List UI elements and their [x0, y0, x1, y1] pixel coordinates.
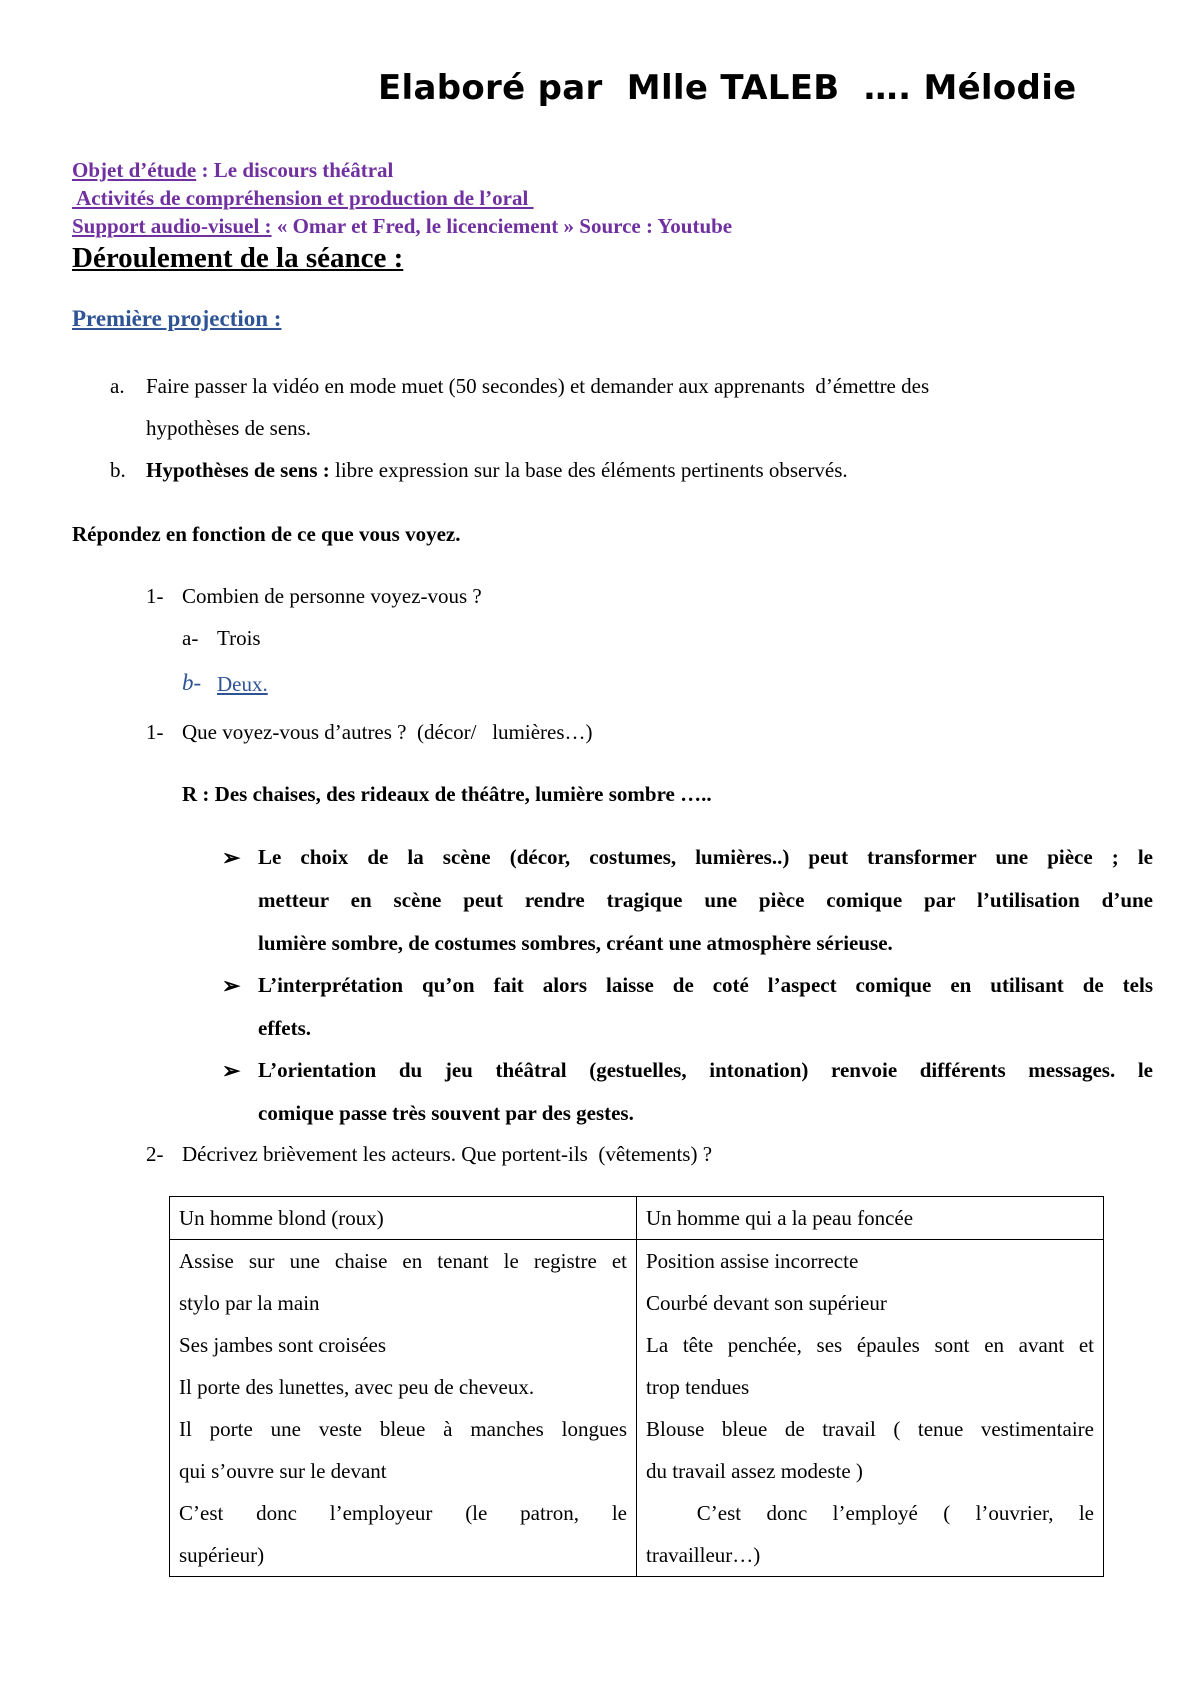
support-label: Support audio-visuel : — [72, 214, 272, 238]
step-a-line1: Faire passer la vidéo en mode muet (50 secondes) et demander aux apprenants d’émettre des — [146, 374, 930, 398]
step-a-line2: hypothèses de sens. — [146, 416, 312, 440]
table-cell-right — [637, 1240, 1104, 1577]
support-value: « Omar et Fred, le licenciement » Source : Youtube — [271, 214, 733, 238]
actors-table — [169, 1196, 1104, 1577]
section-title: Déroulement de la séance : — [72, 242, 404, 274]
q1-option-a: Trois — [217, 626, 261, 650]
cell-line: qui s’ouvre sur le devant — [179, 1459, 387, 1483]
study-object-line — [72, 158, 393, 183]
cell-line: C’est donc l’employeur (le patron, le — [179, 1501, 627, 1525]
cell-line: Position assise incorrecte — [646, 1249, 859, 1273]
author-header: Elaboré par Mlle TALEB …. Mélodie — [378, 68, 1077, 108]
cell-line: Il porte une veste bleue à manches longues — [179, 1417, 627, 1441]
cell-line: Ses jambes sont croisées — [179, 1333, 387, 1357]
q1-text: Combien de personne voyez-vous ? — [182, 584, 482, 608]
instruction: Répondez en fonction de ce que vous voyez. — [72, 522, 461, 546]
cell-line: travailleur…) — [646, 1543, 761, 1567]
bullet-arrow-icon: ➢ — [222, 845, 241, 870]
table-header-right: Un homme qui a la peau foncée — [646, 1206, 914, 1230]
q2-number: 2- — [146, 1142, 164, 1166]
q1b-text: Que voyez-vous d’autres ? (décor/ lumières…) — [182, 720, 593, 744]
cell-line: Courbé devant son supérieur — [646, 1291, 887, 1315]
bullet1-line3: lumière sombre, de costumes sombres, créant une atmosphère sérieuse. — [258, 931, 893, 955]
cell-line: Il porte des lunettes, avec peu de cheveux. — [179, 1375, 535, 1399]
cell-line: Blouse bleue de travail ( tenue vestimentaire — [646, 1417, 1094, 1441]
support-line — [72, 214, 732, 239]
bullet1-line1: Le choix de la scène (décor, costumes, lumières..) peut transformer une pièce ; le — [258, 845, 1153, 869]
cell-line: stylo par la main — [179, 1291, 320, 1315]
step-b-rest: libre expression sur la base des éléments pertinents observés. — [329, 458, 848, 482]
cell-line: supérieur) — [179, 1543, 265, 1567]
table-header-cell — [170, 1197, 637, 1240]
bullet2-line2: effets. — [258, 1016, 312, 1040]
bullet-arrow-icon: ➢ — [222, 1058, 241, 1083]
table-header-row — [170, 1197, 1104, 1240]
step-b-marker: b. — [110, 458, 126, 482]
answer-line: R : Des chaises, des rideaux de théâtre, lumière sombre ….. — [182, 782, 712, 806]
table-row — [170, 1240, 1104, 1577]
cell-line: C’est donc l’employé ( l’ouvrier, le — [646, 1501, 1094, 1525]
step-b-line — [146, 458, 848, 483]
table-header-cell — [637, 1197, 1104, 1240]
cell-line: du travail assez modeste ) — [646, 1459, 863, 1483]
cell-line: La tête penchée, ses épaules sont en avant et — [646, 1333, 1094, 1357]
study-object-label: Objet d’étude — [72, 158, 197, 182]
cell-line: Assise sur une chaise en tenant le registre et — [179, 1249, 627, 1273]
bullet2-line1: L’interprétation qu’on fait alors laisse de coté l’aspect comique en utilisant de tels — [258, 973, 1153, 997]
q2-text: Décrivez brièvement les acteurs. Que portent-ils (vêtements) ? — [182, 1142, 713, 1166]
bullet1-line2: metteur en scène peut rendre tragique une pièce comique par l’utilisation d’une — [258, 888, 1153, 912]
cell-line: trop tendues — [646, 1375, 750, 1399]
bullet3-line1: L’orientation du jeu théâtral (gestuelles, intonation) renvoie différents messages. le — [258, 1058, 1153, 1082]
q1-option-b: Deux. — [217, 672, 268, 696]
q1-number: 1- — [146, 584, 164, 608]
q1b-number: 1- — [146, 720, 164, 744]
bullet-arrow-icon: ➢ — [222, 973, 241, 998]
table-header-left: Un homme blond (roux) — [179, 1206, 384, 1230]
step-b-bold: Hypothèses de sens : — [146, 458, 330, 482]
bullet3-line2: comique passe très souvent par des gestes. — [258, 1101, 634, 1125]
step-a-marker: a. — [110, 374, 125, 398]
study-object-value: : Le discours théâtral — [196, 158, 394, 182]
q1-option-a-marker: a- — [182, 626, 199, 650]
table-cell-left — [170, 1240, 637, 1577]
activities-line: Activités de compréhension et production de l’oral — [72, 186, 534, 210]
projection-title: Première projection : — [72, 306, 282, 331]
q1-option-b-marker: b- — [182, 670, 202, 695]
